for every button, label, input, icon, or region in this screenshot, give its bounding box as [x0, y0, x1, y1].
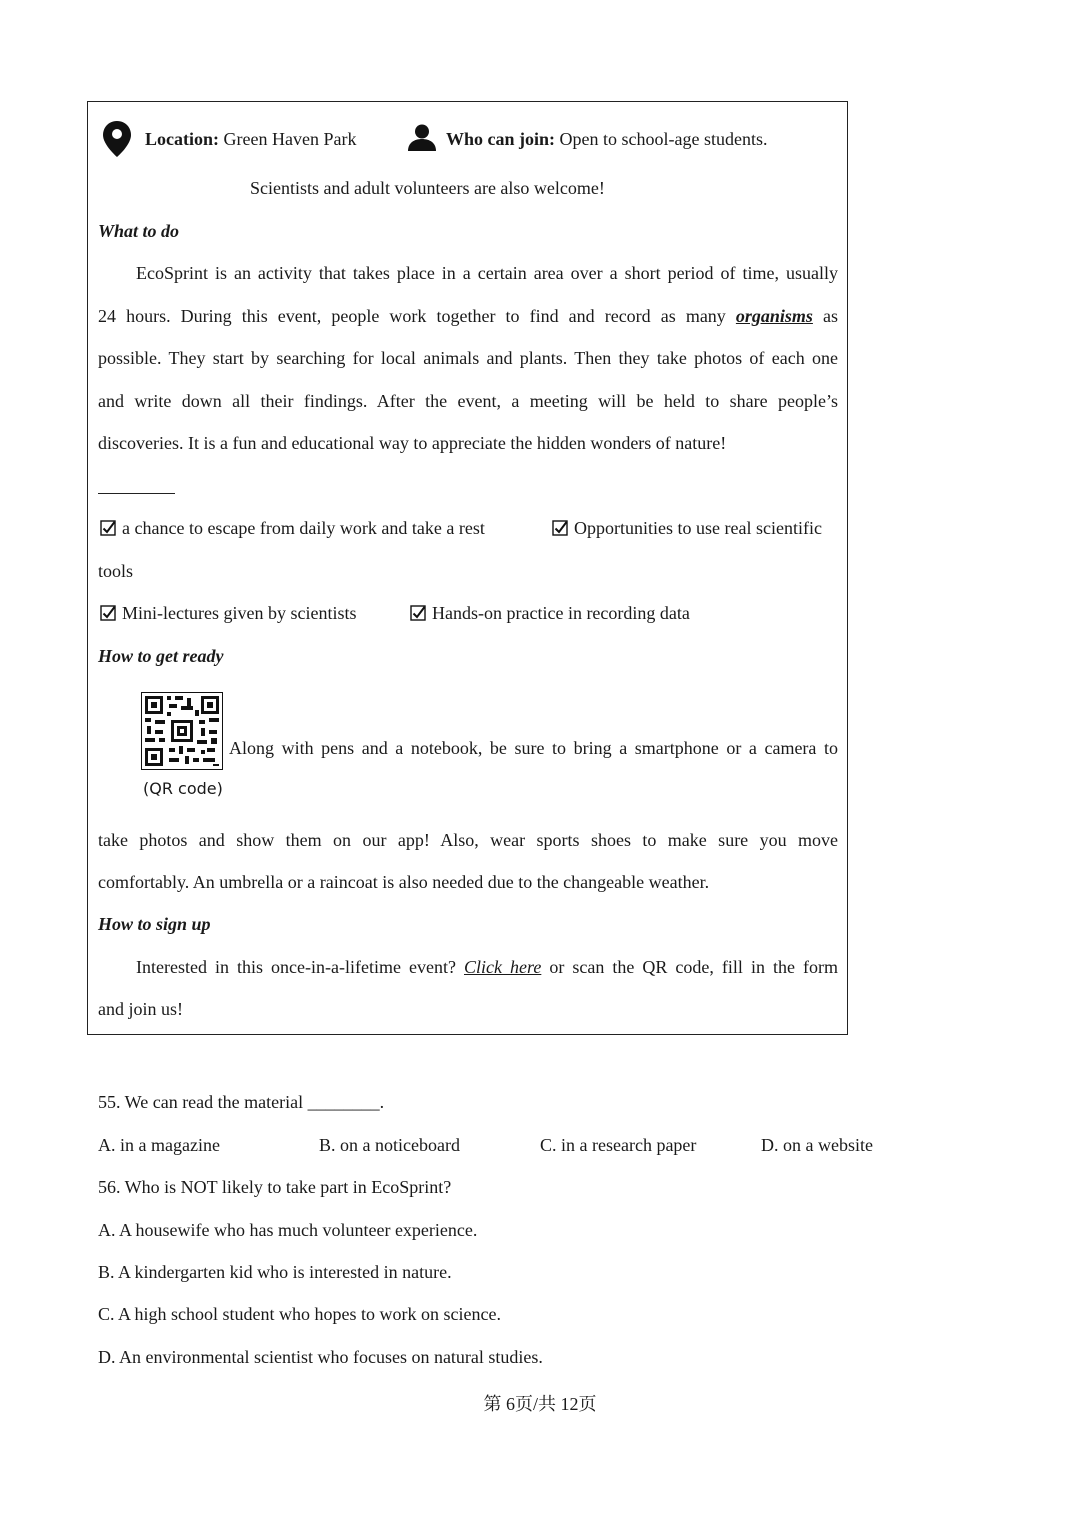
page-number: 第 6页/共 12页 [483, 1394, 597, 1414]
benefit-item-1 [100, 517, 485, 539]
checkbox-checked-icon [100, 605, 116, 621]
location-line [145, 128, 356, 150]
sign-up-heading: How to sign up [98, 914, 211, 934]
question-56-option-c: C. A high school student who hopes to work on science. [98, 1304, 501, 1324]
benefit-item-3 [100, 602, 356, 624]
checkbox-checked-icon [410, 605, 426, 621]
benefit-item-1-text: a chance to escape from daily work and take a rest [122, 518, 485, 538]
get-ready-line-2: take photos and show them on our app! Also, wear sports shoes to make sure you move [98, 830, 838, 850]
paragraph-line-5: discoveries. It is a fun and educational way to appreciate the hidden wonders of nature! [98, 433, 727, 453]
qr-code-icon[interactable] [141, 692, 223, 770]
question-56-option-d: D. An environmental scientist who focuses on natural studies. [98, 1347, 543, 1367]
sign-up-line-1-b: or scan the QR code, fill in the form [549, 957, 838, 977]
qr-code-label: (QR code) [143, 779, 223, 798]
benefit-item-4-text: Hands-on practice in recording data [432, 603, 690, 623]
question-56-stem: 56. Who is NOT likely to take part in EcoSprint? [98, 1177, 452, 1197]
question-55-stem: 55. We can read the material ________. [98, 1092, 385, 1112]
paragraph-line-1: EcoSprint is an activity that takes place in a certain area over a short period of time, usually [136, 263, 838, 283]
checkbox-checked-icon [100, 520, 116, 536]
join-value: Open to school-age students. [559, 129, 768, 149]
location-pin-icon [102, 120, 132, 158]
get-ready-heading: How to get ready [98, 646, 224, 666]
checkbox-checked-icon [552, 520, 568, 536]
benefit-item-4 [410, 602, 690, 624]
get-ready-line-1: Along with pens and a notebook, be sure to bring a smartphone or a camera to [229, 738, 838, 758]
location-label: Location: [145, 129, 219, 149]
click-here-link[interactable]: Click here [464, 957, 542, 977]
question-55-option-d: D. on a website [761, 1135, 873, 1155]
question-55-option-a: A. in a magazine [98, 1135, 220, 1155]
sign-up-line-2: and join us! [98, 999, 183, 1019]
person-icon [407, 124, 437, 152]
paragraph-line-3: possible. They start by searching for local animals and plants. Then they take photos of each one [98, 348, 838, 368]
location-value: Green Haven Park [223, 129, 357, 149]
question-55-option-b: B. on a noticeboard [319, 1135, 460, 1155]
paragraph-line-2-b: as [823, 306, 838, 326]
blank-heading-line [98, 493, 175, 494]
sign-up-line-1 [136, 956, 838, 978]
organisms-word: organisms [735, 306, 813, 326]
benefit-item-2 [552, 517, 822, 539]
what-to-do-heading: What to do [98, 221, 180, 241]
join-extra: Scientists and adult volunteers are also welcome! [250, 178, 605, 198]
paragraph-line-2 [98, 305, 838, 327]
join-label: Who can join: [446, 129, 556, 149]
get-ready-line-3: comfortably. An umbrella or a raincoat is also needed due to the changeable weather. [98, 872, 710, 892]
paragraph-line-4: and write down all their findings. After the event, a meeting will be held to share people’s [98, 391, 838, 411]
paragraph-line-2-a: 24 hours. During this event, people work together to find and record as many [98, 306, 726, 326]
benefit-item-3-text: Mini-lectures given by scientists [122, 603, 357, 623]
question-55-option-c: C. in a research paper [540, 1135, 697, 1155]
sign-up-line-1-a: Interested in this once-in-a-lifetime event? [136, 957, 456, 977]
who-can-join-line [446, 128, 767, 150]
benefit-item-2-text: Opportunities to use real scientific [574, 518, 822, 538]
question-56-option-b: B. A kindergarten kid who is interested in nature. [98, 1262, 452, 1282]
notice-box [87, 101, 848, 1035]
benefit-item-2-continued: tools [98, 561, 134, 581]
question-56-option-a: A. A housewife who has much volunteer experience. [98, 1220, 478, 1240]
